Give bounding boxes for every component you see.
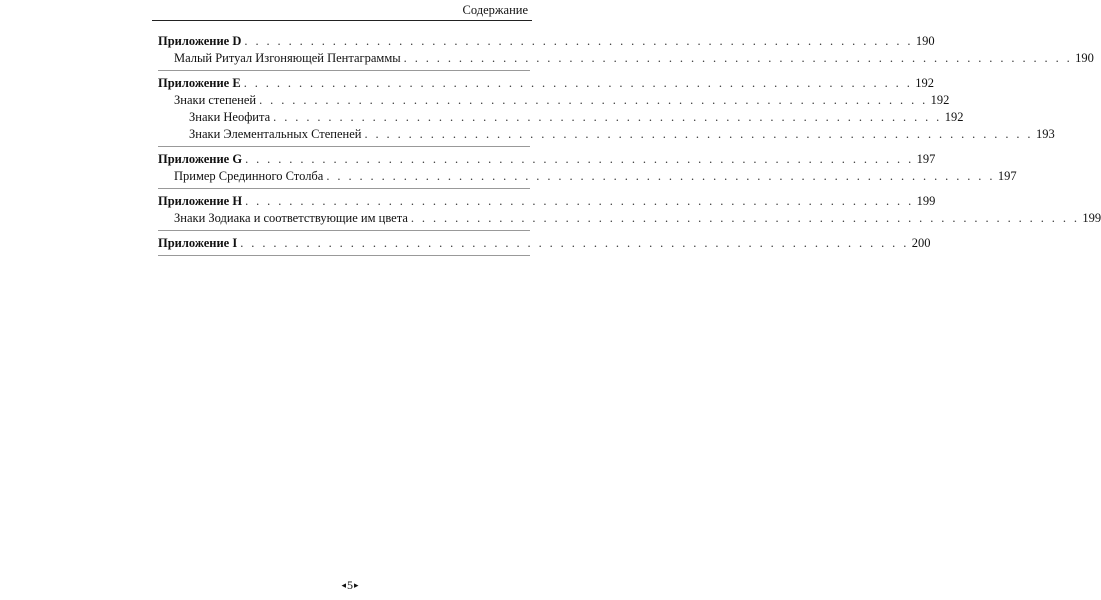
toc-entry-page: 200: [911, 236, 931, 250]
dot-leader: . . . . . . . . . . . . . . . . . . . . . . . . . . . . . . . . . . . . . . . . . . . . . . . . . . . . . . . . . . . . .: [273, 110, 942, 124]
toc-entry-zodiac-signs-colors[interactable]: [158, 210, 1101, 227]
toc-entry-middle-pillar-example[interactable]: [158, 168, 1017, 185]
toc-entry-page: 193: [1035, 127, 1055, 141]
dot-leader: . . . . . . . . . . . . . . . . . . . . . . . . . . . . . . . . . . . . . . . . . . . . . . . . . . . . . . . . . . . . .: [245, 152, 914, 166]
toc-entry-page: 197: [997, 169, 1017, 183]
toc-entry-label: Приложение H: [158, 194, 243, 208]
page-number: [0, 578, 700, 592]
running-head-title: Содержание: [462, 3, 528, 17]
toc-entry-elemental-grade-signs[interactable]: [158, 126, 1055, 143]
group-divider: [158, 230, 530, 231]
toc-entry-page: 190: [1075, 51, 1094, 65]
toc-entry-page: 192: [915, 76, 934, 90]
dot-leader: . . . . . . . . . . . . . . . . . . . . . . . . . . . . . . . . . . . . . . . . . . . . . . . . . . . . . . . . . . . . .: [240, 236, 909, 250]
toc-entry-page: 199: [916, 194, 936, 208]
dot-leader: . . . . . . . . . . . . . . . . . . . . . . . . . . . . . . . . . . . . . . . . . . . . . . . . . . . . . . . . . . . . .: [410, 211, 1080, 225]
group-divider: [158, 255, 530, 256]
toc-entry-page: 192: [944, 110, 964, 124]
dot-leader: . . . . . . . . . . . . . . . . . . . . . . . . . . . . . . . . . . . . . . . . . . . . . . . . . . . . . . . . . . . . .: [243, 76, 913, 90]
toc-entry-appendix-i[interactable]: [158, 235, 931, 252]
dot-leader: . . . . . . . . . . . . . . . . . . . . . . . . . . . . . . . . . . . . . . . . . . . . . . . . . . . . . . . . . . . . .: [259, 93, 928, 107]
toc-entry-label: Приложение E: [158, 76, 241, 90]
toc-entry-label: Знаки Зодиака и соответствующие им цвета: [174, 211, 408, 225]
group-divider: [158, 188, 530, 189]
toc-entry-appendix-h[interactable]: [158, 193, 936, 210]
group-divider: [158, 70, 530, 71]
group-divider: [158, 146, 530, 147]
toc-entry-page: 197: [916, 152, 936, 166]
dot-leader: . . . . . . . . . . . . . . . . . . . . . . . . . . . . . . . . . . . . . . . . . . . . . . . . . . . . . . . . . . . . .: [245, 194, 914, 208]
toc-entry-page: 192: [930, 93, 950, 107]
toc-entry-label: Приложение G: [158, 152, 243, 166]
toc-entry-grade-signs[interactable]: [158, 92, 950, 109]
toc-entry-label: Приложение I: [158, 236, 238, 250]
toc-entry-label: Знаки степеней: [174, 93, 257, 107]
dot-leader: . . . . . . . . . . . . . . . . . . . . . . . . . . . . . . . . . . . . . . . . . . . . . . . . . . . . . . . . . . . . .: [364, 127, 1033, 141]
toc-entry-label: Пример Срединного Столба: [174, 169, 324, 183]
toc-entry-lesser-banishing-ritual[interactable]: [158, 50, 1094, 67]
dot-leader: . . . . . . . . . . . . . . . . . . . . . . . . . . . . . . . . . . . . . . . . . . . . . . . . . . . . . . . . . . . . .: [326, 169, 995, 183]
dot-leader: . . . . . . . . . . . . . . . . . . . . . . . . . . . . . . . . . . . . . . . . . . . . . . . . . . . . . . . . . . . . .: [403, 51, 1073, 65]
dot-leader: . . . . . . . . . . . . . . . . . . . . . . . . . . . . . . . . . . . . . . . . . . . . . . . . . . . . . . . . . . . . .: [244, 34, 913, 48]
toc-entry-appendix-d[interactable]: [158, 33, 935, 50]
page-number-value: 5: [347, 578, 353, 592]
toc-entry-page: 190: [915, 34, 935, 48]
folio-ornament-right-icon: ▸: [354, 580, 359, 590]
toc-entry-label: Знаки Элементальных Степеней: [189, 127, 362, 141]
running-head: [152, 0, 532, 21]
toc-entry-label: Знаки Неофита: [189, 110, 271, 124]
toc-entry-label: Приложение D: [158, 34, 242, 48]
toc-entry-page: 199: [1082, 211, 1101, 225]
table-of-contents: [158, 33, 1101, 260]
toc-entry-appendix-g[interactable]: [158, 151, 936, 168]
toc-entry-label: Малый Ритуал Изгоняющей Пентаграммы: [174, 51, 401, 65]
toc-entry-neophyte-signs[interactable]: [158, 109, 964, 126]
folio-ornament-left-icon: ◂: [341, 580, 346, 590]
toc-entry-appendix-e[interactable]: [158, 75, 934, 92]
